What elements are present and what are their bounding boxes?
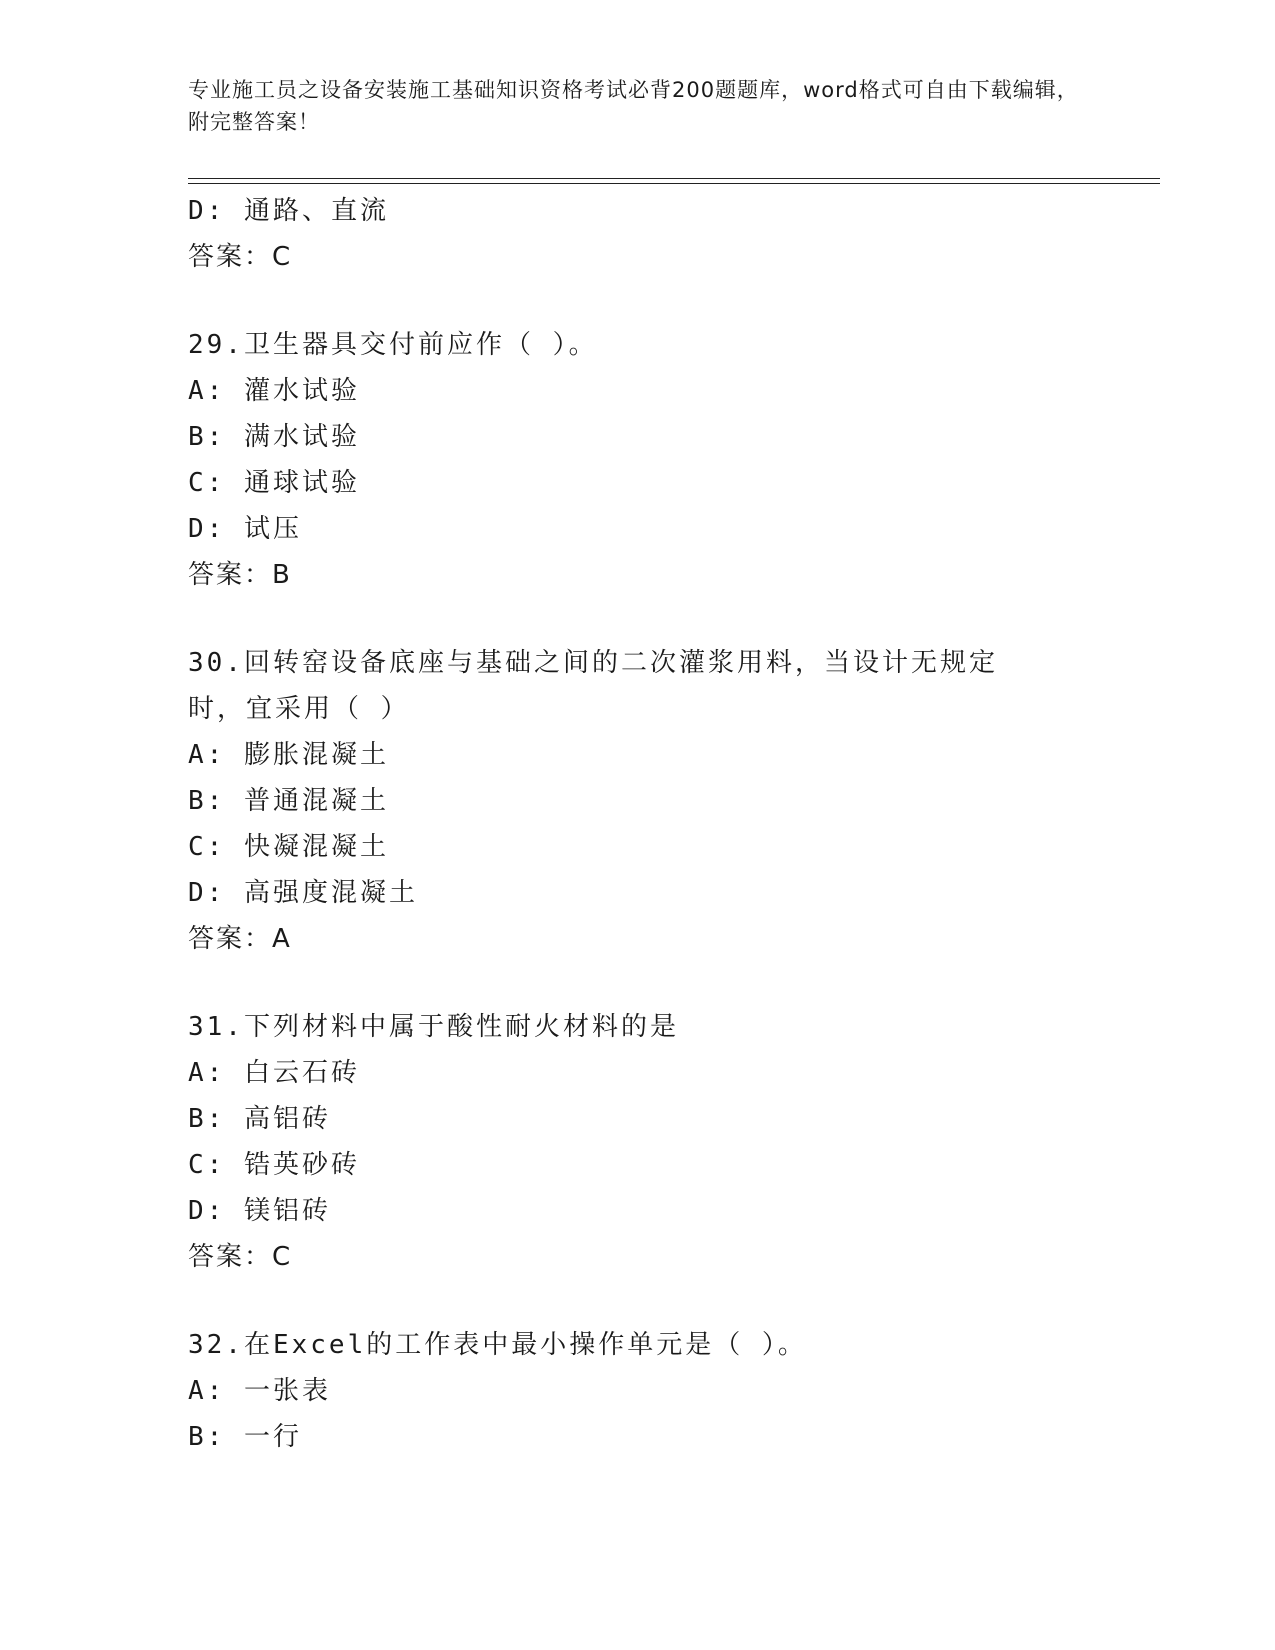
question-title: 32.在Excel的工作表中最小操作单元是（ ）。 <box>188 1330 807 1360</box>
option-a: A: 一张表 <box>188 1376 331 1406</box>
option-c: C: 快凝混凝土 <box>188 832 389 862</box>
option-a: A: 膨胀混凝土 <box>188 740 389 770</box>
option-d: D: 通路、直流 <box>188 196 389 226</box>
option-d: D: 镁铝砖 <box>188 1196 331 1226</box>
option-b: B: 高铝砖 <box>188 1104 331 1134</box>
question-list <box>188 188 1088 1460</box>
option-c: C: 锆英砂砖 <box>188 1150 360 1180</box>
question-28-partial <box>188 188 1088 280</box>
option-b: B: 满水试验 <box>188 422 360 452</box>
option-a: A: 灌水试验 <box>188 376 360 406</box>
question-31 <box>188 1004 1088 1280</box>
answer: 答案：C <box>188 1242 293 1272</box>
option-a: A: 白云石砖 <box>188 1058 360 1088</box>
option-c: C: 通球试验 <box>188 468 360 498</box>
answer: 答案：C <box>188 242 293 272</box>
option-d: D: 试压 <box>188 514 302 544</box>
question-title: 30.回转窑设备底座与基础之间的二次灌浆用料，当设计无规定时，宜采用（ ） <box>188 648 998 724</box>
option-b: B: 一行 <box>188 1422 302 1452</box>
question-title: 29.卫生器具交付前应作（ ）。 <box>188 330 598 360</box>
header-divider-bottom <box>188 183 1160 184</box>
header-divider-top <box>188 178 1160 179</box>
question-30 <box>188 640 1088 962</box>
document-header: 专业施工员之设备安装施工基础知识资格考试必背200题题库，word格式可自由下载编辑，附完整答案！ <box>188 78 1079 134</box>
question-32 <box>188 1322 1088 1460</box>
option-b: B: 普通混凝土 <box>188 786 389 816</box>
question-29 <box>188 322 1088 598</box>
answer: 答案：B <box>188 560 292 590</box>
option-d: D: 高强度混凝土 <box>188 878 418 908</box>
question-title: 31.下列材料中属于酸性耐火材料的是 <box>188 1012 679 1042</box>
answer: 答案：A <box>188 924 292 954</box>
